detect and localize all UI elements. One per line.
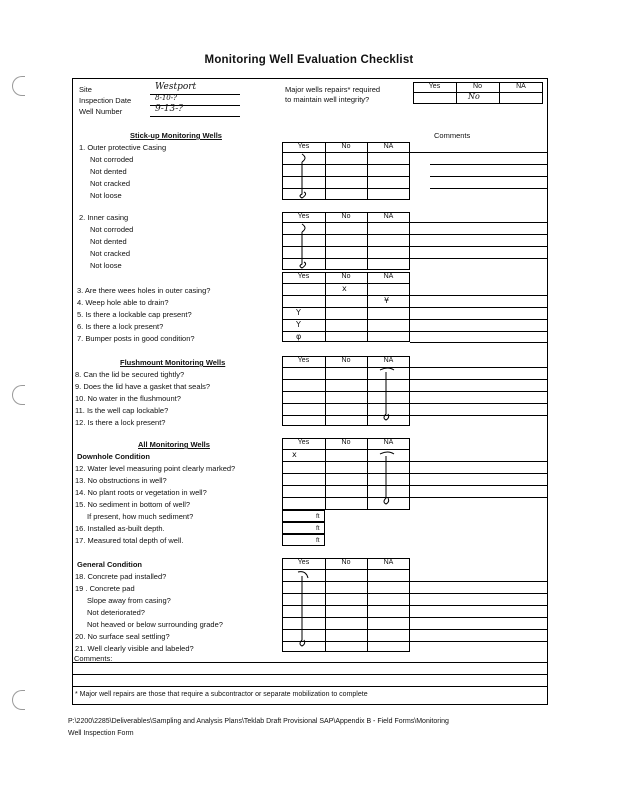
comment-line <box>410 403 548 404</box>
q17-label: 17. Measured total depth of well. <box>75 536 184 545</box>
q9-label: 9. Does the lid have a gasket that seals? <box>75 382 211 391</box>
comment-line <box>410 246 548 247</box>
q4-check-mark[interactable]: ¥ <box>384 296 390 305</box>
q19-item: Not deteriorated? <box>87 608 145 617</box>
q20-label: 20. No surface seal settling? <box>75 632 170 641</box>
comment-line <box>410 485 548 486</box>
well-number-label: Well Number <box>79 107 123 116</box>
ft-unit: ft <box>316 513 320 520</box>
comment-line <box>72 662 548 663</box>
comment-line <box>410 258 548 259</box>
major-repairs-question: Major wells repairs* required <box>285 85 381 94</box>
q1-item: Not loose <box>90 191 122 200</box>
col-na: NA <box>383 143 394 150</box>
flushmount-heading: Flushmount Monitoring Wells <box>120 358 226 367</box>
divider <box>325 212 326 270</box>
comment-line <box>410 617 548 618</box>
q21-label: 21. Well clearly visible and labeled? <box>75 644 194 653</box>
q5-check-mark[interactable]: Y <box>296 308 301 317</box>
comment-line <box>430 176 548 177</box>
col-no: No <box>341 357 351 364</box>
q19-item: Not heaved or below surrounding grade? <box>87 620 223 629</box>
major-yes-header: Yes <box>428 83 441 90</box>
file-path-line-1: P:\2200\2285\Deliverables\Sampling and Analysis Plans\Teklab Draft Provisional SAP\Appendix B - Field Forms\Monitoring <box>68 718 449 725</box>
divider <box>282 319 410 320</box>
comment-line <box>430 188 548 189</box>
col-na: NA <box>383 559 394 566</box>
q8-label: 8. Can the lid be secured tightly? <box>75 370 185 379</box>
comments-header: Comments <box>434 131 471 140</box>
comment-line <box>410 379 548 380</box>
col-na: NA <box>383 439 394 446</box>
comment-line <box>410 391 548 392</box>
q19-label: 19 . Concrete pad <box>75 584 135 593</box>
q6-check-mark[interactable]: Y <box>296 320 301 329</box>
q18-label: 18. Concrete pad installed? <box>75 572 167 581</box>
q12b-label: 12. Water level measuring point clearly marked? <box>75 464 236 473</box>
col-yes: Yes <box>297 357 310 364</box>
q6-label: 6. Is there a lock present? <box>77 322 164 331</box>
col-no: No <box>341 439 351 446</box>
comment-line <box>410 367 548 368</box>
major-no-header: No <box>473 83 482 90</box>
comment-line <box>410 629 548 630</box>
major-na-header: NA <box>516 83 526 90</box>
comment-line <box>410 497 548 498</box>
q19-item: Slope away from casing? <box>87 596 171 605</box>
comment-line <box>410 461 548 462</box>
col-no: No <box>341 273 351 280</box>
q2-item: Not corroded <box>90 225 134 234</box>
q4-label: 4. Weep hole able to drain? <box>77 298 169 307</box>
q15b-label: If present, how much sediment? <box>87 512 194 521</box>
yes-bracket-mark <box>292 566 316 652</box>
divider <box>282 295 410 296</box>
q2-item: Not dented <box>90 237 127 246</box>
q1-item: Not corroded <box>90 155 134 164</box>
col-na: NA <box>383 273 394 280</box>
q12-label: 12. Is there a lock present? <box>75 418 166 427</box>
divider <box>367 142 368 200</box>
q7-label: 7. Bumper posts in good condition? <box>77 334 195 343</box>
q15-label: 15. No sediment in bottom of well? <box>75 500 191 509</box>
page-title: Monitoring Well Evaluation Checklist <box>204 54 414 66</box>
comment-line <box>410 641 548 642</box>
col-no: No <box>341 213 351 220</box>
q7-check-mark[interactable]: φ <box>296 332 302 341</box>
col-yes: Yes <box>297 439 310 446</box>
general-heading: General Condition <box>77 560 143 569</box>
col-yes: Yes <box>297 213 310 220</box>
ft-unit: ft <box>316 525 320 532</box>
comment-line <box>72 674 548 675</box>
comment-line <box>410 319 548 320</box>
q2-item: Not cracked <box>90 249 131 258</box>
q16-label: 16. Installed as-built depth. <box>75 524 165 533</box>
divider <box>325 142 326 200</box>
q13-label: 13. No obstructions in well? <box>75 476 167 485</box>
major-repairs-answer[interactable]: No <box>468 92 480 101</box>
downhole-heading: Downhole Condition <box>77 452 150 461</box>
q1-item: Not dented <box>90 167 127 176</box>
all-wells-heading: All Monitoring Wells <box>138 440 210 449</box>
col-yes: Yes <box>297 273 310 280</box>
q12b-check-mark[interactable]: x <box>292 450 297 459</box>
ft-unit: ft <box>316 537 320 544</box>
comment-line <box>410 222 548 223</box>
na-bracket-mark <box>376 364 400 426</box>
hole-punch-mark <box>12 385 25 405</box>
divider <box>282 307 410 308</box>
well-number-value[interactable]: 9-13-? <box>155 104 184 114</box>
q2-item: Not loose <box>90 261 122 270</box>
comment-line <box>410 342 548 343</box>
q10-label: 10. No water in the flushmount? <box>75 394 181 403</box>
col-na: NA <box>383 357 394 364</box>
col-no: No <box>341 559 351 566</box>
col-no: No <box>341 143 351 150</box>
stickup-heading: Stick-up Monitoring Wells <box>130 131 222 140</box>
site-value[interactable]: Westport <box>155 82 197 92</box>
comment-line <box>410 473 548 474</box>
comment-line <box>410 331 548 332</box>
q5-label: 5. Is there a lockable cap present? <box>77 310 192 319</box>
q3-check-mark[interactable]: x <box>342 284 347 293</box>
comment-line <box>410 605 548 606</box>
footnote: * Major well repairs are those that require a subcontractor or separate mobilization to complete <box>75 691 368 698</box>
comment-line <box>430 164 548 165</box>
q2-label: 2. Inner casing <box>79 213 129 222</box>
comment-line <box>72 686 548 687</box>
q3-label: 3. Are there wees holes in outer casing? <box>77 286 211 295</box>
comment-line <box>410 593 548 594</box>
na-bracket-mark <box>376 448 400 510</box>
yes-bracket-mark <box>292 220 316 270</box>
q11-label: 11. Is the well cap lockable? <box>75 406 169 415</box>
q1-item: Not cracked <box>90 179 131 188</box>
divider <box>367 212 368 270</box>
hole-punch-mark <box>12 690 25 710</box>
col-na: NA <box>383 213 394 220</box>
comment-line <box>410 581 548 582</box>
inspection-date-value[interactable]: 8-10-? <box>155 94 177 102</box>
comment-line <box>410 152 548 153</box>
hole-punch-mark <box>12 76 25 96</box>
well-number-line <box>150 116 240 117</box>
col-yes: Yes <box>297 143 310 150</box>
comments-label: Comments: <box>74 654 113 663</box>
comment-line <box>410 295 548 296</box>
q1-label: 1. Outer protective Casing <box>79 143 167 152</box>
major-repairs-question-2: to maintain well integrity? <box>285 95 370 104</box>
site-label: Site <box>79 85 92 94</box>
comment-line <box>410 307 548 308</box>
yes-bracket-mark <box>292 150 316 200</box>
inspection-date-label: Inspection Date <box>79 96 132 105</box>
comment-line <box>410 415 548 416</box>
file-path-line-2: Well Inspection Form <box>68 730 134 737</box>
col-yes: Yes <box>297 559 310 566</box>
comment-line <box>410 234 548 235</box>
q14-label: 14. No plant roots or vegetation in well? <box>75 488 207 497</box>
